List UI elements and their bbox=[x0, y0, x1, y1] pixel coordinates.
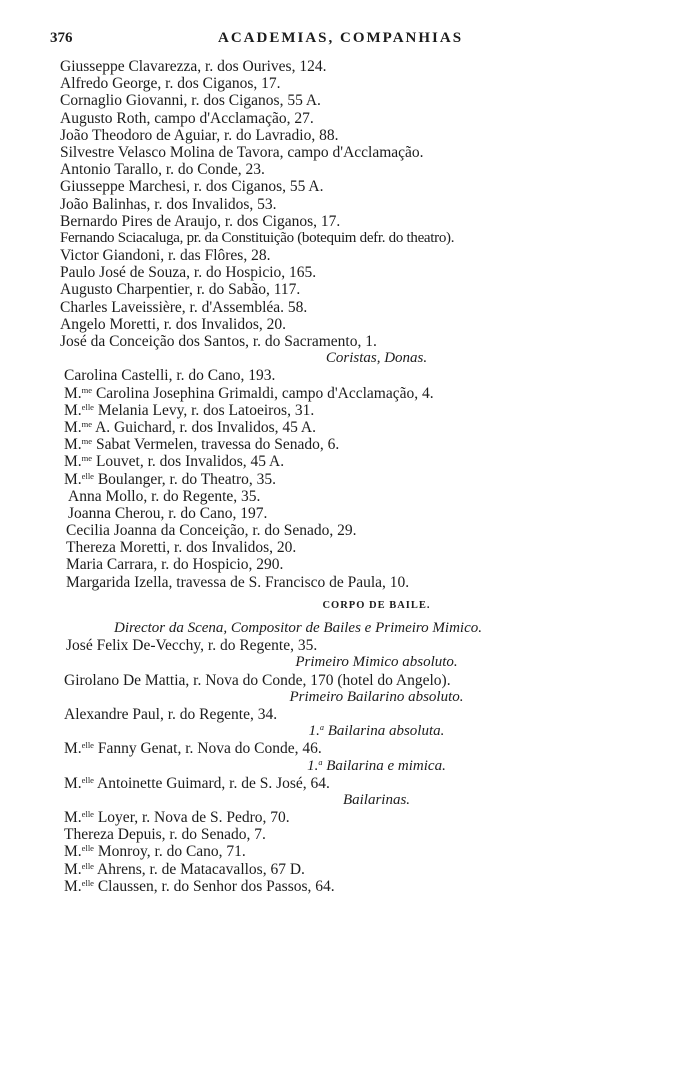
list-item: Victor Giandoni, r. das Flôres, 28. bbox=[60, 247, 271, 265]
list-item: Augusto Roth, campo d'Acclamação, 27. bbox=[60, 109, 314, 127]
list-item: Cornaglio Giovanni, r. dos Ciganos, 55 A. bbox=[60, 92, 321, 110]
list-item: Bernardo Pires de Araujo, r. dos Ciganos, 17. bbox=[60, 212, 341, 230]
list-item: M.$^{elle}$ Melania Levy, r. dos Latoeiros, 31. bbox=[64, 401, 315, 419]
list-item: M.$^{me}$ Sabat Vermelen, travessa do Senado, 6. bbox=[64, 436, 340, 454]
list-block-1 bbox=[0, 58, 693, 350]
list-item: João Theodoro de Aguiar, r. do Lavradio, 88. bbox=[60, 126, 339, 144]
list-item: M.$^{elle}$ Loyer, r. Nova de S. Pedro, 70. bbox=[64, 809, 290, 827]
list-item: Cecilia Joanna da Conceição, r. do Senado, 29. bbox=[66, 522, 357, 540]
list-item: Joanna Cherou, r. do Cano, 197. bbox=[68, 504, 268, 522]
role-heading: 1.$^a$ Bailarina absoluta. bbox=[308, 723, 445, 740]
list-item: Giusseppe Clavarezza, r. dos Ourives, 124. bbox=[60, 58, 327, 75]
list-item: M.$^{elle}$ Ahrens, r. de Matacavallos, 67 D. bbox=[64, 860, 305, 878]
section-heading-corpo-de-baile: CORPO DE BAILE. bbox=[322, 599, 431, 611]
list-item: M.$^{elle}$ Monroy, r. do Cano, 71. bbox=[64, 843, 246, 861]
list-item: Augusto Charpentier, r. do Sabão, 117. bbox=[60, 281, 301, 299]
list-item: M.$^{elle}$ Claussen, r. do Senhor dos Passos, 64. bbox=[64, 877, 335, 895]
list-item: Angelo Moretti, r. dos Invalidos, 20. bbox=[60, 315, 287, 333]
list-item: Anna Mollo, r. do Regente, 35. bbox=[68, 487, 261, 505]
list-item: Maria Carrara, r. do Hospicio, 290. bbox=[66, 556, 284, 574]
page-body bbox=[0, 58, 693, 895]
list-item: Giusseppe Marchesi, r. dos Ciganos, 55 A. bbox=[60, 178, 324, 196]
section-heading-coristas: Coristas, Donas. bbox=[325, 350, 428, 367]
list-item: Paulo José de Souza, r. do Hospicio, 165. bbox=[60, 264, 317, 282]
role-heading: Director da Scena, Compositor de Bailes e Primeiro Mimico. bbox=[114, 620, 482, 636]
list-item: Margarida Izella, travessa de S. Francisco de Paula, 10. bbox=[66, 573, 410, 591]
list-item: Alfredo George, r. dos Ciganos, 17. bbox=[60, 75, 281, 93]
list-item: José Felix De-Vecchy, r. do Regente, 35. bbox=[66, 637, 318, 655]
list-item: Girolano De Mattia, r. Nova do Conde, 170 (hotel do Angelo). bbox=[64, 671, 451, 689]
list-item: M.$^{me}$ Louvet, r. dos Invalidos, 45 A. bbox=[64, 453, 285, 471]
list-item: Charles Laveissière, r. d'Assembléa. 58. bbox=[60, 298, 308, 316]
role-heading: Primeiro Bailarino absoluto. bbox=[289, 688, 464, 705]
list-item: João Balinhas, r. dos Invalidos, 53. bbox=[60, 195, 277, 213]
list-block-coristas bbox=[0, 367, 693, 590]
page-number: 376 bbox=[50, 30, 73, 46]
list-item: Silvestre Velasco Molina de Tavora, campo d'Acclamação. bbox=[60, 143, 424, 161]
list-item: M.$^{elle}$ Boulanger, r. do Theatro, 35. bbox=[64, 470, 277, 488]
list-item: Thereza Depuis, r. do Senado, 7. bbox=[64, 826, 266, 844]
role-heading: Bailarinas. bbox=[342, 791, 411, 808]
list-item: Antonio Tarallo, r. do Conde, 23. bbox=[60, 161, 265, 179]
list-item: José da Conceição dos Santos, r. do Sacramento, 1. bbox=[60, 333, 377, 350]
list-item: Fernando Sciacaluga, pr. da Constituição (botequim defr. do theatro). bbox=[60, 229, 455, 246]
running-title: ACADEMIAS, COMPANHIAS bbox=[218, 30, 464, 46]
role-heading: Primeiro Mimico absoluto. bbox=[295, 654, 458, 671]
list-item: Thereza Moretti, r. dos Invalidos, 20. bbox=[66, 539, 297, 557]
list-item: Alexandre Paul, r. do Regente, 34. bbox=[64, 705, 278, 723]
list-item: M.$^{me}$ Carolina Josephina Grimaldi, campo d'Acclamação, 4. bbox=[64, 384, 434, 402]
list-block-baile bbox=[0, 620, 693, 895]
list-item: M.$^{me}$ A. Guichard, r. dos Invalidos, 45 A. bbox=[64, 418, 316, 436]
list-item: M.$^{elle}$ Fanny Genat, r. Nova do Conde, 46. bbox=[64, 740, 322, 758]
list-item: Carolina Castelli, r. do Cano, 193. bbox=[64, 367, 276, 385]
role-heading: 1.$^a$ Bailarina e mimica. bbox=[307, 757, 446, 774]
list-item: M.$^{elle}$ Antoinette Guimard, r. de S. José, 64. bbox=[64, 774, 330, 792]
page-header bbox=[50, 30, 510, 52]
